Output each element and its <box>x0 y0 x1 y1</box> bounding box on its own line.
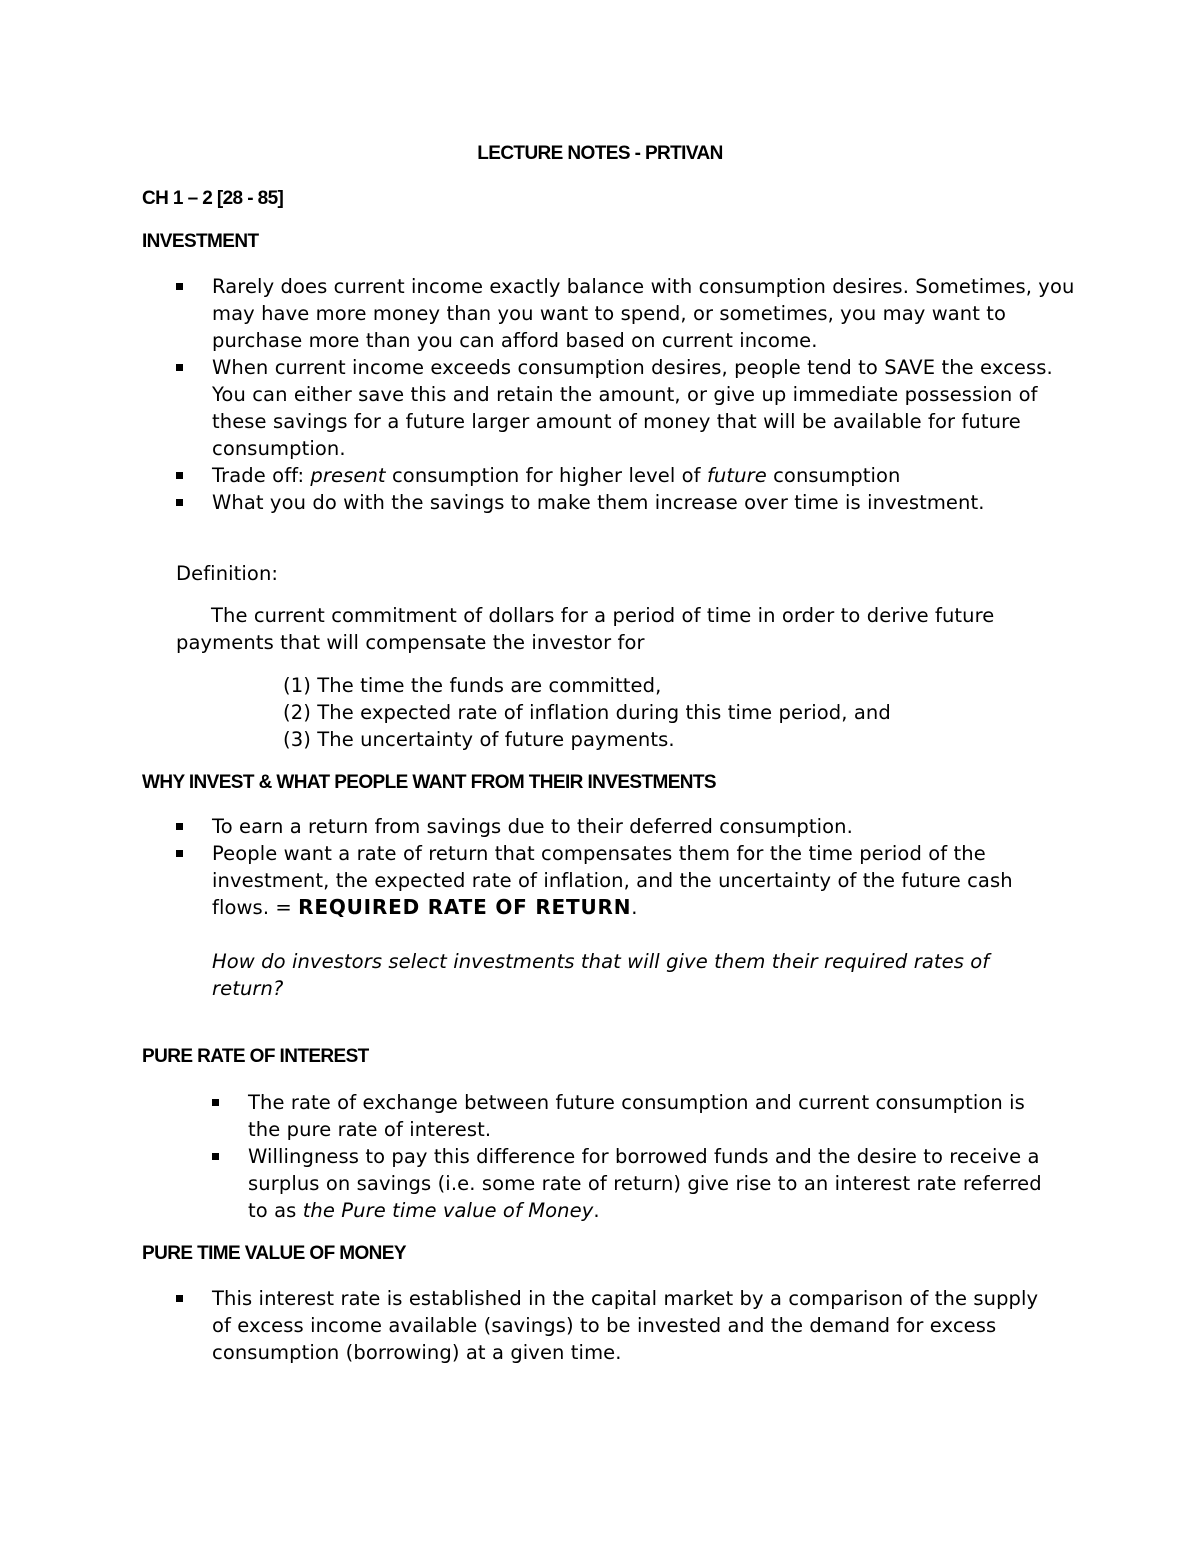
bullet-icon <box>212 1153 219 1160</box>
list-item-end: . <box>631 896 638 919</box>
list-item: (1) The time the funds are committed, <box>283 674 662 697</box>
bullet-icon <box>176 850 183 857</box>
list-item-text: People want a rate of return that compensates them for the time period of the investment, the expected rate of inflation, and the uncertainty of the future cash flows. = <box>212 842 1013 919</box>
bullet-icon <box>176 499 183 506</box>
list-item <box>176 273 1076 354</box>
list-item-text: When current income exceeds consumption desires, people tend to SAVE the excess. You can either save this and retain the amount, or give up immediate possession of these savings for a future larger amount of money that will be available for future consumption. <box>212 356 1053 460</box>
list-item-text: This interest rate is established in the capital market by a comparison of the supply of excess income available (savings) to be invested and the demand for excess consumption (borrowing) at a given time. <box>212 1287 1039 1364</box>
pure-rate-heading: PURE RATE OF INTEREST <box>142 1046 369 1067</box>
list-item: (2) The expected rate of inflation during this time period, and <box>283 701 891 724</box>
pure-time-value-emphasis: the Pure time value of Money <box>302 1199 594 1222</box>
pure-rate-list <box>212 1089 1042 1224</box>
pure-time-heading: PURE TIME VALUE OF MONEY <box>142 1243 406 1264</box>
list-item <box>176 1285 1056 1366</box>
list-item <box>176 489 1076 516</box>
list-item: (3) The uncertainty of future payments. <box>283 728 675 751</box>
list-item <box>212 1143 1042 1224</box>
bullet-icon <box>176 364 183 371</box>
tradeoff-suffix: consumption <box>766 464 901 487</box>
bullet-icon <box>176 283 183 290</box>
bullet-icon <box>176 1295 183 1302</box>
list-item-text: Willingness to pay this difference for borrowed funds and the desire to receive a surplus on savings (i.e. some rate of return) give rise to an interest rate referred to as <box>248 1145 1042 1222</box>
required-rate-emphasis: REQUIRED RATE OF RETURN <box>298 895 632 919</box>
definition-label: Definition: <box>176 562 279 585</box>
definition-text: The current commitment of dollars for a period of time in order to derive future payments that will compensate the investor for <box>176 604 995 654</box>
list-item-text: To earn a return from savings due to their deferred consumption. <box>212 815 853 838</box>
tradeoff-middle: consumption for higher level of <box>385 464 707 487</box>
list-item <box>176 354 1076 462</box>
list-item <box>176 813 1056 840</box>
tradeoff-future: future <box>706 464 767 487</box>
bullet-icon <box>176 823 183 830</box>
page-title: LECTURE NOTES - PRTIVAN <box>477 143 723 164</box>
definition-list <box>283 672 1043 753</box>
tradeoff-prefix: Trade off: <box>212 464 311 487</box>
list-item <box>176 462 1076 489</box>
chapter-heading: CH 1 – 2 [28 - 85] <box>142 188 284 209</box>
list-item <box>176 840 1056 921</box>
list-item-text: The rate of exchange between future consumption and current consumption is the pure rate of interest. <box>248 1091 1025 1141</box>
why-invest-heading: WHY INVEST & WHAT PEOPLE WANT FROM THEIR INVESTMENTS <box>142 772 716 793</box>
investment-list <box>176 273 1076 516</box>
tradeoff-present: present <box>310 464 386 487</box>
investment-heading: INVESTMENT <box>142 231 259 252</box>
pure-time-list <box>176 1285 1056 1366</box>
bullet-icon <box>212 1099 219 1106</box>
list-item-end: . <box>593 1199 600 1222</box>
why-invest-question: How do investors select investments that will give them their required rates of return? <box>212 950 990 1000</box>
list-item-text: Rarely does current income exactly balance with consumption desires. Sometimes, you may have more money than you want to spend, or sometimes, you may want to purchase more than you can afford based on current income. <box>212 275 1075 352</box>
bullet-icon <box>176 472 183 479</box>
why-invest-list <box>176 813 1056 921</box>
list-item-text: What you do with the savings to make them increase over time is investment. <box>212 491 985 514</box>
list-item <box>212 1089 1042 1143</box>
